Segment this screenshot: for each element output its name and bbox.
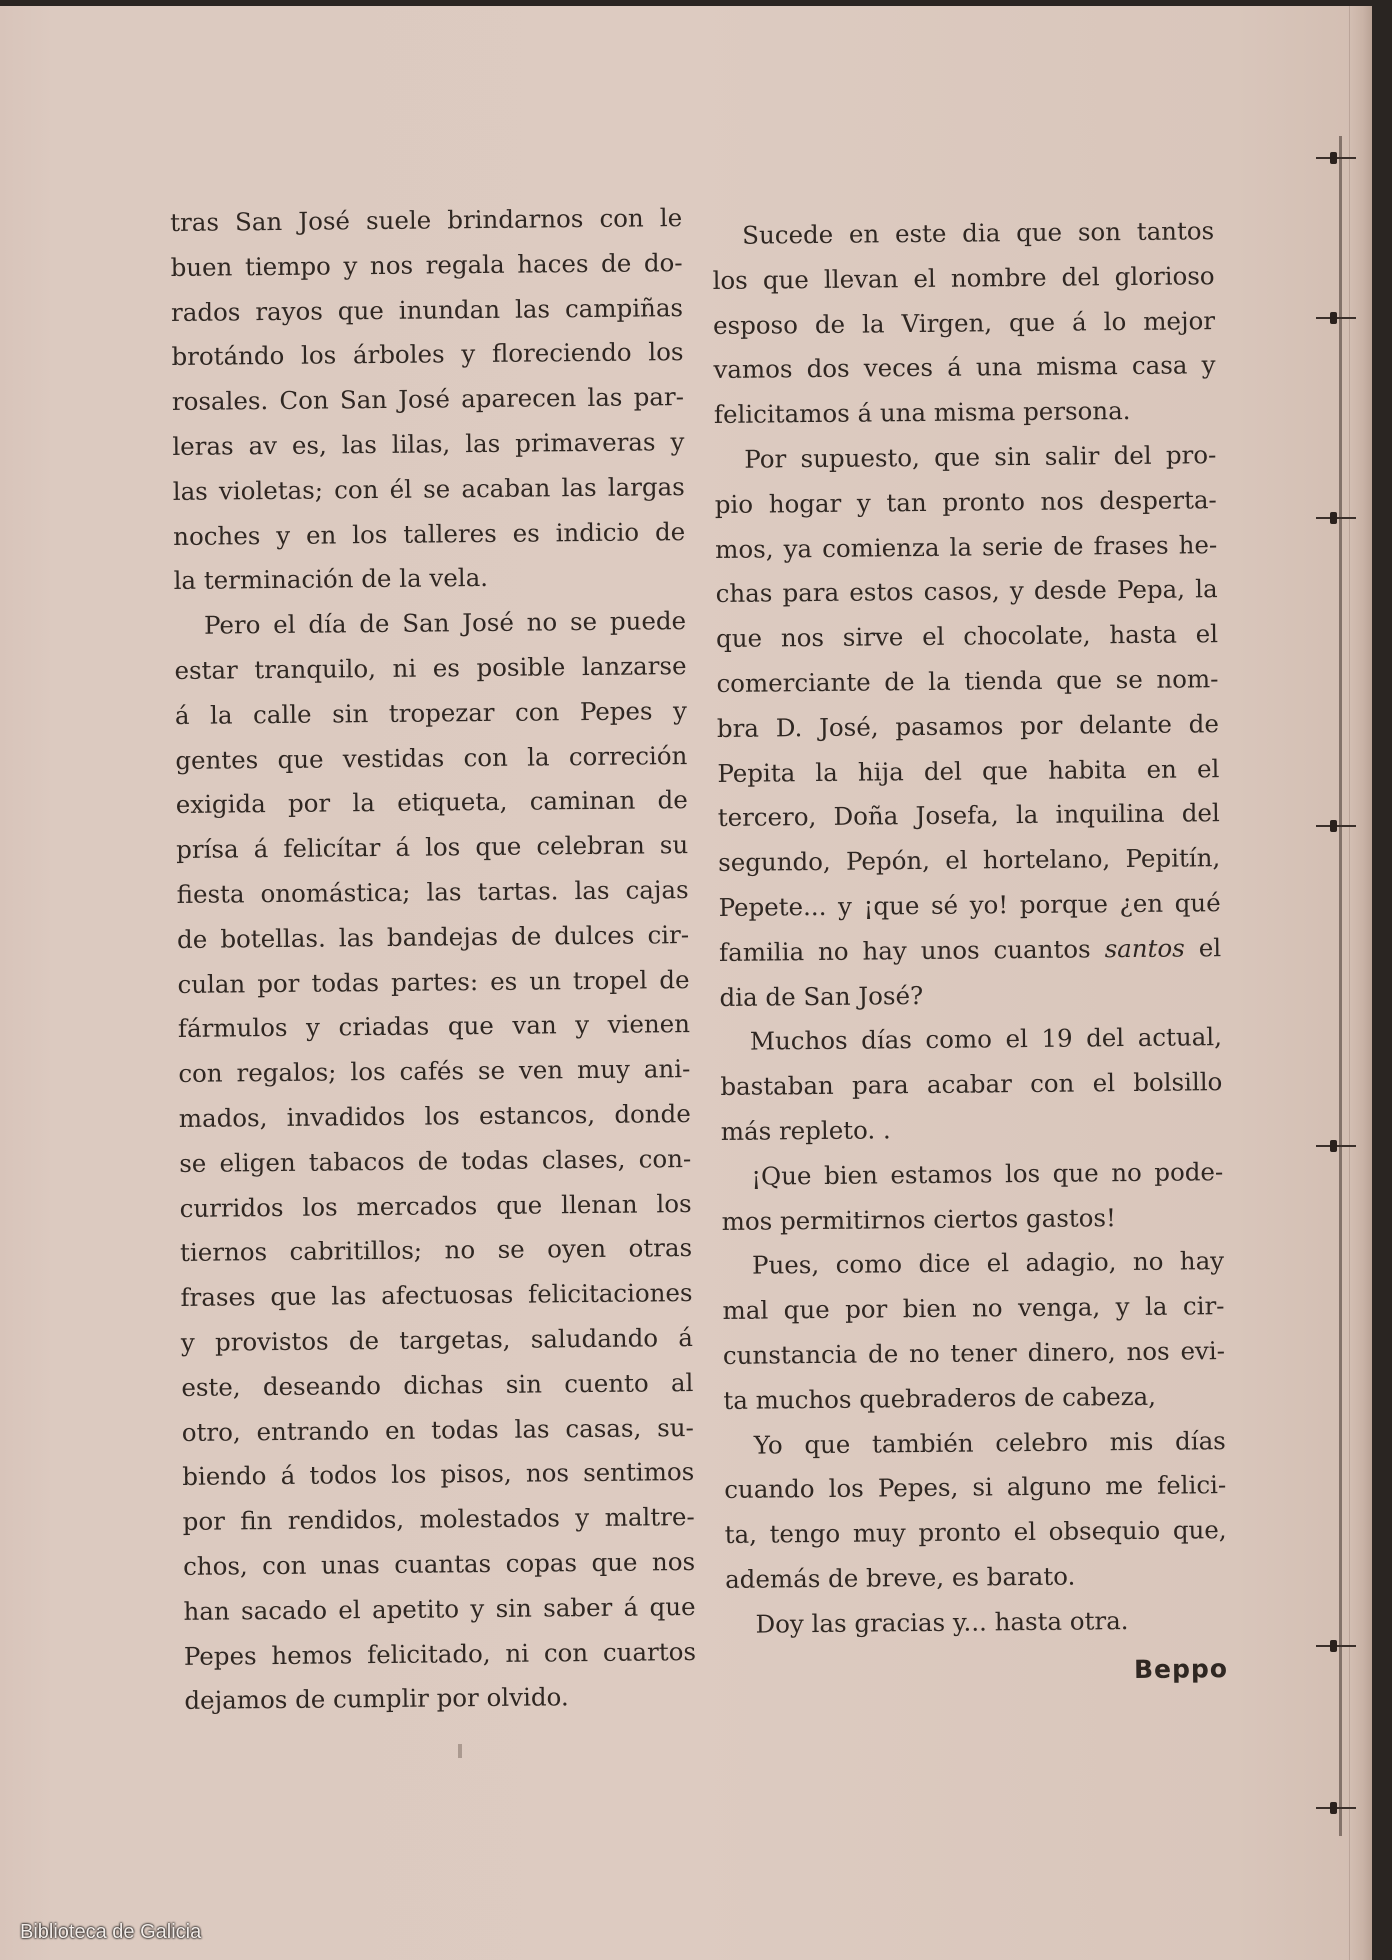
page-edge xyxy=(1349,6,1372,1960)
text-line: Pero el día de San José no se puede xyxy=(203,606,687,640)
text-line: por fin rendidos, molestados y maltre- xyxy=(182,1502,695,1537)
text-line: Muchos días como el 19 del actual, xyxy=(749,1022,1223,1057)
text-line: pio hogar y tan pronto nos desperta- xyxy=(714,484,1217,519)
left-column-text xyxy=(170,196,697,1724)
text-line: Pepete... y ¡que sé yo! porque ¿en qué xyxy=(718,888,1221,922)
text-line: Pepita la hija del que habita en el xyxy=(717,753,1220,788)
text-line: á la calle sin tropezar con Pepes y xyxy=(174,695,688,730)
text-line: Por supuesto, que sin salir del pro- xyxy=(744,440,1217,474)
text-line: noches y en los talleres es indicio de xyxy=(173,516,686,551)
text-line: rosales. Con San José aparecen las par- xyxy=(171,382,685,417)
stitch-mark xyxy=(1316,152,1356,164)
text-line: chas para estos casos, y desde Pepa, la xyxy=(715,574,1218,609)
text-line: gentes que vestidas con la correción xyxy=(175,740,688,775)
text-line: Yo que también celebro mis días xyxy=(753,1425,1226,1460)
text-line: prísa á felicítar á los que celebran su xyxy=(176,830,689,865)
text-line: dia de San José? xyxy=(719,980,924,1012)
stitch-mark xyxy=(1316,512,1356,524)
text-line: culan por todas partes: es un tropel de xyxy=(177,964,690,999)
text-line: dejamos de cumplir por olvido. xyxy=(184,1682,569,1716)
right-column-lines xyxy=(712,209,1228,1647)
stitch-mark xyxy=(1316,1140,1356,1152)
scanned-page xyxy=(0,6,1372,1960)
text-line: con regalos; los cafés se ven muy ani- xyxy=(178,1054,691,1089)
text-line: leras av es, las lilas, las primaveras y xyxy=(172,427,685,461)
right-column-text xyxy=(712,209,1228,1696)
stitch-mark xyxy=(1316,1802,1356,1814)
library-watermark: Biblioteca de Galicia xyxy=(20,1921,202,1943)
text-line: Sucede en este dia que son tantos xyxy=(742,216,1215,250)
text-line: los que llevan el nombre del glorioso xyxy=(712,260,1215,295)
text-line: frases que las afectuosas felicitaciones xyxy=(180,1278,693,1313)
text-line: buen tiempo y nos regala haces de do- xyxy=(170,247,683,282)
text-line: más repleto. . xyxy=(720,1115,891,1146)
text-line: ta muchos quebraderos de cabeza, xyxy=(723,1381,1157,1415)
text-line: la terminación de la vela. xyxy=(173,563,489,596)
text-line: bra D. José, pasamos por delante de xyxy=(716,708,1220,743)
text-line: fiesta onomástica; las tartas. las cajas xyxy=(176,875,689,909)
text-line: felicitamos á una misma persona. xyxy=(713,396,1131,430)
text-line: mados, invadidos los estancos, donde xyxy=(178,1098,691,1133)
text-line: que nos sirve el chocolate, hasta el xyxy=(715,619,1219,654)
text-line: segundo, Pepón, el hortelano, Pepitín, xyxy=(718,843,1221,878)
text-line: esposo de la Virgen, que á lo mejor xyxy=(712,305,1216,340)
text-line: cunstancia de no tener dinero, nos evi- xyxy=(722,1336,1226,1370)
text-line: bastaban para acabar con el bolsillo xyxy=(720,1067,1223,1102)
text-line: Pues, como dice el adagio, no hay xyxy=(751,1246,1225,1280)
text-line: chos, con unas cuantas copas que nos xyxy=(182,1546,696,1581)
text-line: ta, tengo muy pronto el obsequio que, xyxy=(724,1515,1227,1550)
text-line: se eligen tabacos de todas clases, con- xyxy=(179,1143,692,1178)
text-line: biendo á todos los pisos, nos sentimos xyxy=(182,1457,695,1492)
text-line: tiernos cabritillos; no se oyen otras xyxy=(179,1233,693,1268)
text-line: otro, entrando en todas las casas, su- xyxy=(181,1412,694,1447)
text-line: mal que por bien no venga, y la cir- xyxy=(722,1291,1225,1326)
text-line: vamos dos veces á una misma casa y xyxy=(713,350,1216,385)
print-speck xyxy=(458,1744,462,1758)
text-line: de botellas. las bandejas de dulces cir- xyxy=(176,919,690,954)
text-line: estar tranquilo, ni es posible lanzarse xyxy=(174,651,687,685)
text-line: familia no hay unos cuantos santos el xyxy=(718,932,1222,967)
text-line: cuando los Pepes, si alguno me felici- xyxy=(724,1470,1227,1505)
text-line: exigida por la etiqueta, caminan de xyxy=(175,785,688,820)
text-line: ¡Que bien estamos los que no pode- xyxy=(751,1156,1224,1191)
text-line: mos, ya comienza la serie de frases he- xyxy=(715,529,1218,564)
text-line: comerciante de la tienda que se nom- xyxy=(716,664,1219,698)
text-line: tercero, Doña Josefa, la inquilina del xyxy=(717,798,1220,833)
text-line: además de breve, es barato. xyxy=(724,1561,1076,1594)
stitch-mark xyxy=(1316,312,1356,324)
text-line: y provistos de targetas, saludando á xyxy=(180,1322,694,1357)
text-line: brotándo los árboles y floreciendo los xyxy=(171,337,684,372)
text-line: tras San José suele brindarnos con le xyxy=(170,203,683,237)
text-line: Pepes hemos felicitado, ni con cuartos xyxy=(183,1636,697,1671)
text-line: fármulos y criadas que van y vienen xyxy=(177,1009,691,1044)
text-line: curridos los mercados que llenan los xyxy=(179,1188,692,1223)
binding-thread xyxy=(1339,136,1342,1836)
text-line: han sacado el apetito y sin saber á que xyxy=(183,1591,696,1626)
text-line: Doy las gracias y... hasta otra. xyxy=(755,1605,1129,1639)
stitch-mark xyxy=(1316,1640,1356,1652)
text-line: mos permitirnos ciertos gastos! xyxy=(721,1202,1116,1236)
text-line: las violetas; con él se acaban las largas xyxy=(172,471,685,506)
text-line: este, deseando dichas sin cuento al xyxy=(181,1367,694,1402)
signature: Beppo xyxy=(1133,1653,1229,1684)
stitch-mark xyxy=(1316,820,1356,832)
text-line: rados rayos que inundan las campiñas xyxy=(170,292,684,327)
